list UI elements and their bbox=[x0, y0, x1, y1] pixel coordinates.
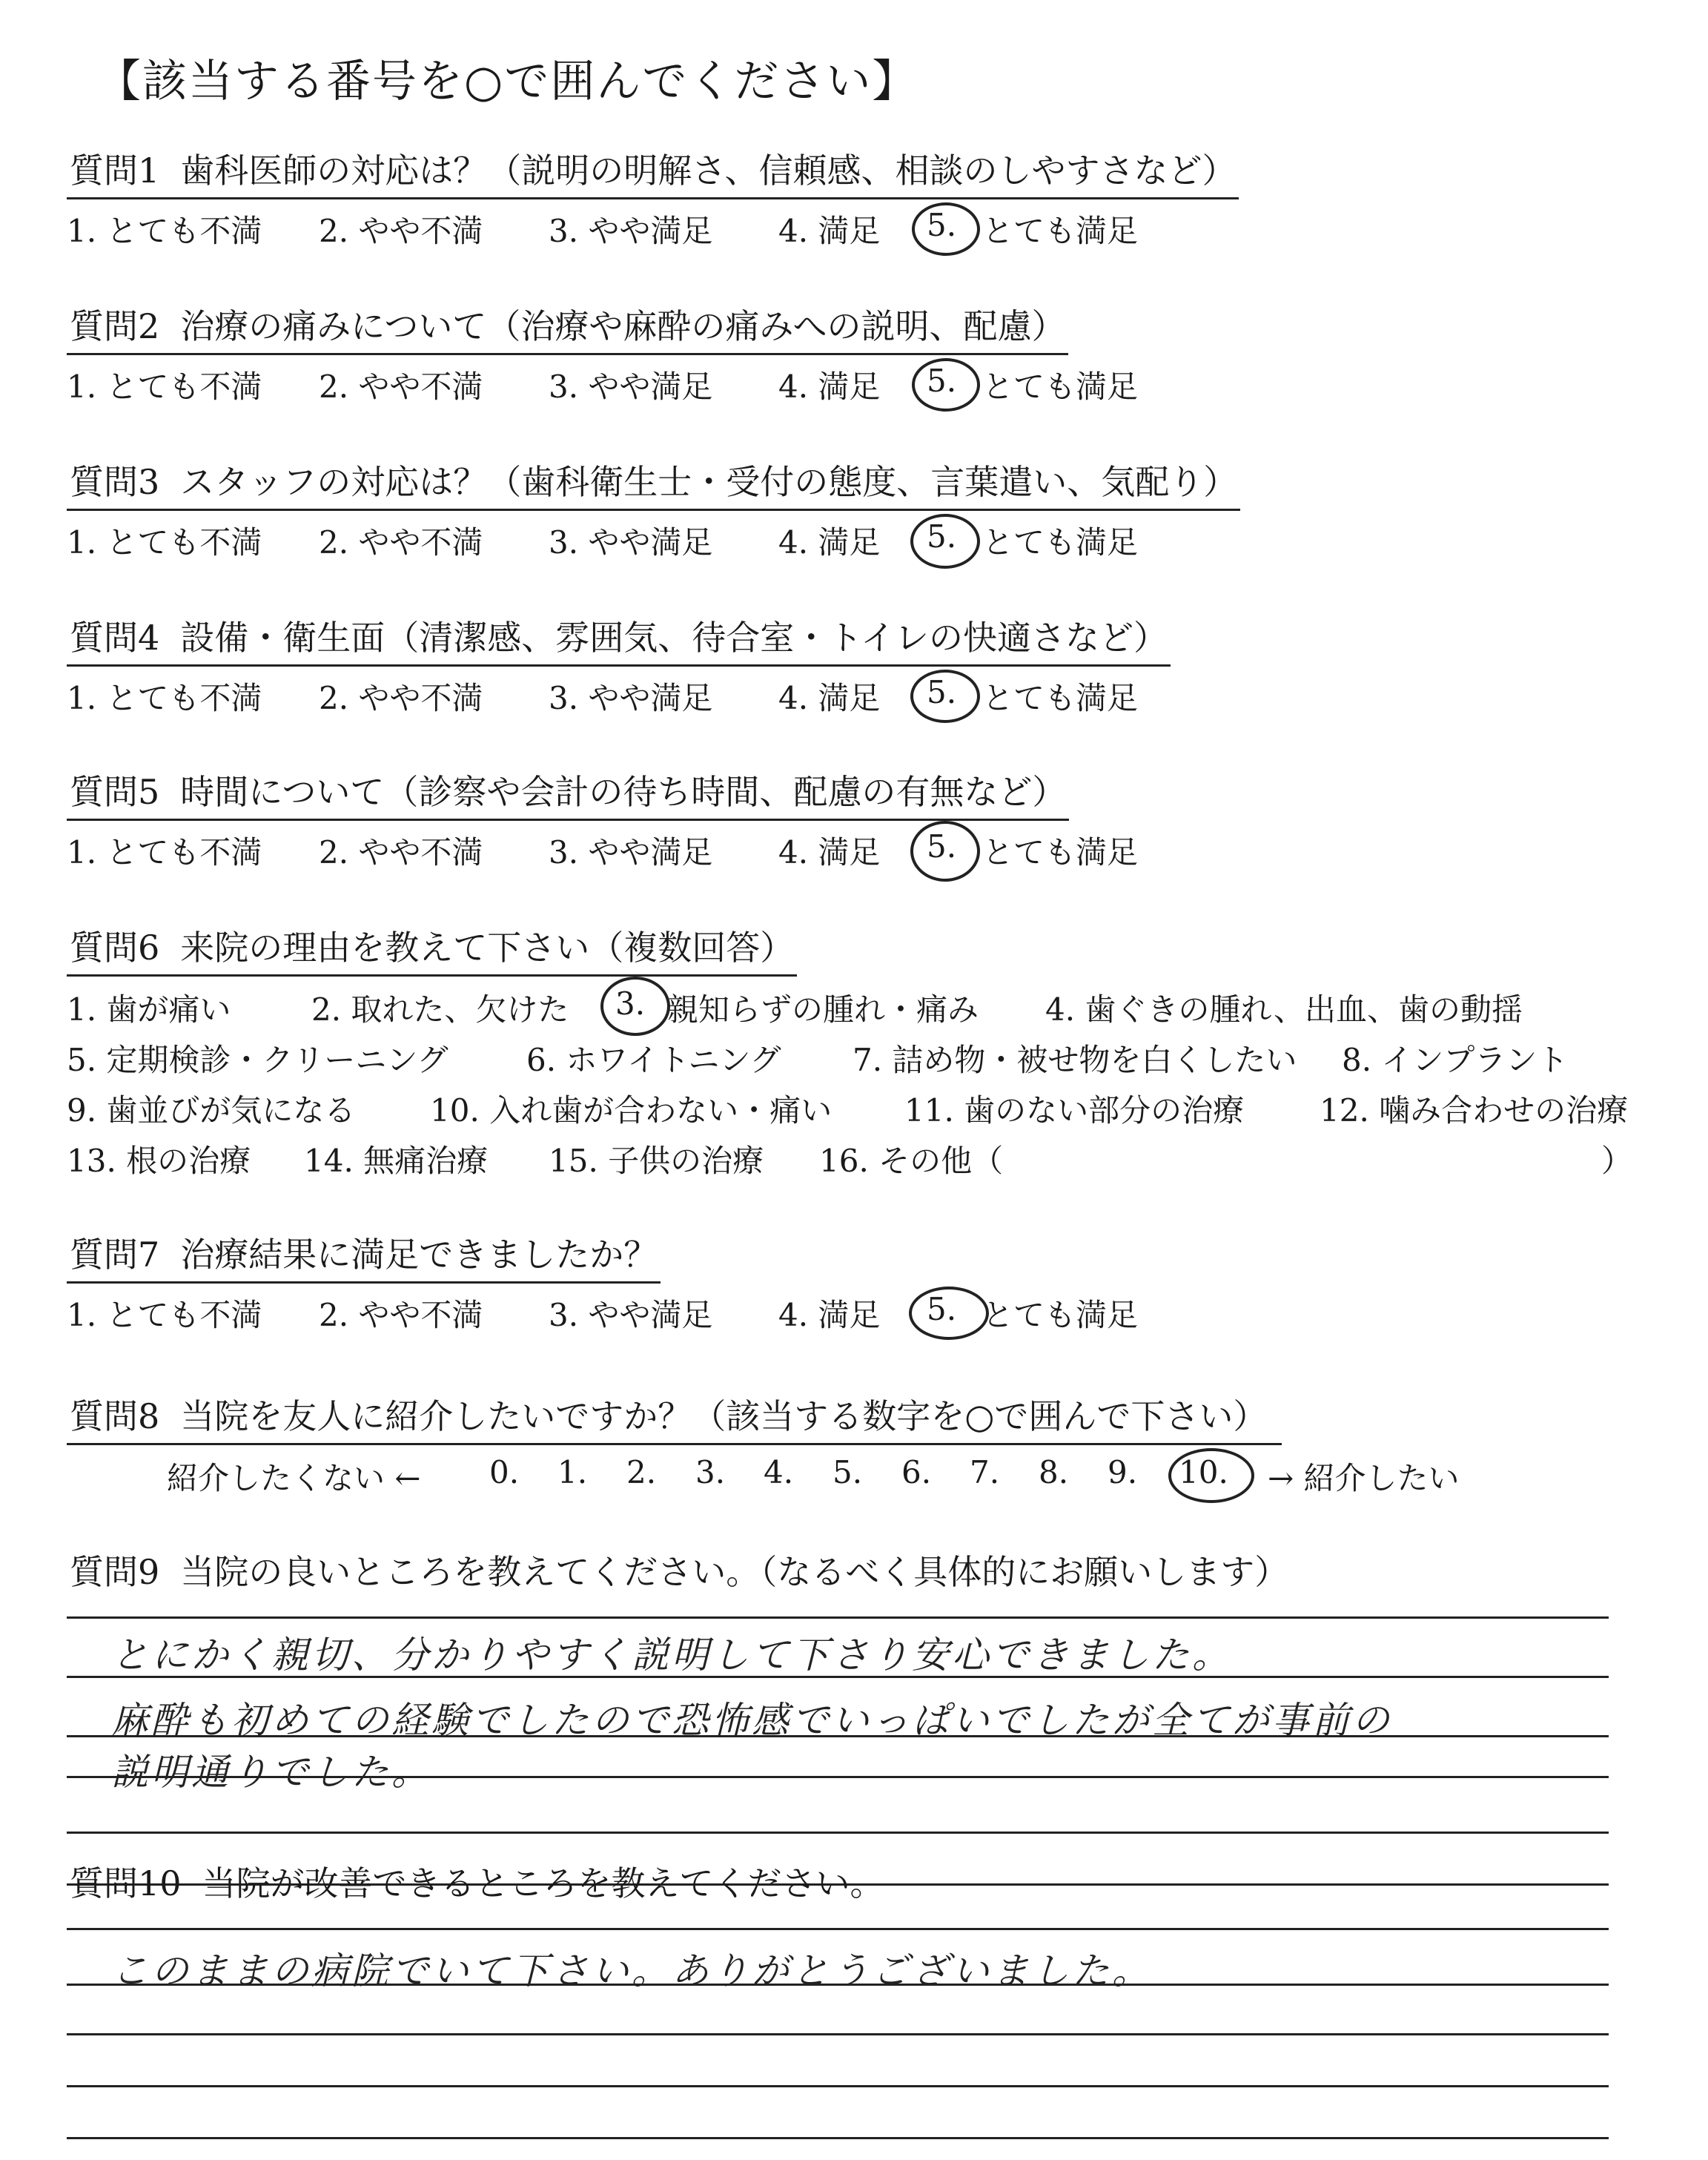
reason-option-16-close: ） bbox=[1601, 1143, 1633, 1179]
question-5 bbox=[67, 770, 1661, 876]
reason-option-16[interactable]: 16. その他（ bbox=[819, 1143, 1004, 1179]
scale-number-6[interactable]: 6. bbox=[901, 1454, 932, 1490]
question-number: 質問3 bbox=[70, 462, 160, 502]
reason-option-8[interactable]: 8. インプラント bbox=[1342, 1042, 1569, 1078]
option-5-label: とても満足 bbox=[982, 369, 1139, 405]
question-number: 質問8 bbox=[70, 1396, 160, 1436]
scale-number-2[interactable]: 2. bbox=[626, 1454, 657, 1490]
question-10-title bbox=[67, 1861, 887, 1910]
reason-row-4 bbox=[67, 1137, 1661, 1187]
scale-number-7[interactable]: 7. bbox=[970, 1454, 1000, 1490]
option-3[interactable]: 3. やや満足 bbox=[549, 524, 713, 561]
option-1[interactable]: 1. とても不満 bbox=[67, 524, 262, 561]
answer-line bbox=[67, 2033, 1609, 2035]
reason-option-14[interactable]: 14. 無痛治療 bbox=[304, 1143, 489, 1179]
answer-line bbox=[67, 2137, 1609, 2139]
option-1[interactable]: 1. とても不満 bbox=[67, 834, 262, 871]
reason-option-15[interactable]: 15. 子供の治療 bbox=[549, 1143, 764, 1179]
handwritten-answer-line-3: 説明通りでした。 bbox=[111, 1751, 431, 1794]
option-3[interactable]: 3. やや満足 bbox=[549, 213, 713, 249]
reason-option-13[interactable]: 13. 根の治療 bbox=[67, 1143, 251, 1179]
rating-options bbox=[67, 828, 1661, 876]
survey-header: 【該当する番号を○で囲んでください】 bbox=[96, 56, 918, 108]
scale-number-9[interactable]: 9. bbox=[1108, 1454, 1138, 1490]
question-text: 来院の理由を教えて下さい（複数回答） bbox=[180, 928, 795, 968]
option-4[interactable]: 4. 満足 bbox=[778, 1297, 881, 1333]
option-5-number: 5. bbox=[927, 1291, 957, 1327]
answer-line bbox=[67, 1928, 1609, 1930]
option-5-label: とても満足 bbox=[982, 834, 1139, 871]
option-1[interactable]: 1. とても不満 bbox=[67, 1297, 262, 1333]
reason-option-7[interactable]: 7. 詰め物・被せ物を白くしたい bbox=[853, 1042, 1297, 1078]
question-number: 質問6 bbox=[70, 928, 160, 968]
question-4 bbox=[67, 615, 1661, 721]
reason-option-5[interactable]: 5. 定期検診・クリーニング bbox=[67, 1042, 448, 1078]
option-5-number: 5. bbox=[927, 674, 957, 710]
reason-option-2[interactable]: 2. 取れた、欠けた bbox=[311, 991, 569, 1028]
question-number: 質問1 bbox=[70, 151, 160, 191]
scale-number-10-text: 10. bbox=[1179, 1454, 1228, 1490]
rating-options bbox=[67, 518, 1661, 566]
answer-line bbox=[67, 1832, 1609, 1834]
option-4[interactable]: 4. 満足 bbox=[778, 680, 881, 716]
question-text: 治療の痛みについて（治療や麻酔の痛みへの説明、配慮） bbox=[180, 306, 1066, 346]
question-8 bbox=[67, 1394, 1661, 1502]
question-text: 当院の良いところを教えてください。（なるべく具体的にお願いします） bbox=[180, 1552, 1289, 1592]
question-text: 時間について（診察や会計の待ち時間、配慮の有無など） bbox=[180, 772, 1067, 812]
question-6-title bbox=[67, 925, 797, 977]
option-5[interactable] bbox=[927, 828, 956, 865]
option-2[interactable]: 2. やや不満 bbox=[319, 834, 483, 871]
question-text: 治療結果に満足できましたか？ bbox=[180, 1235, 658, 1275]
option-5-number: 5. bbox=[927, 207, 957, 243]
question-7-title bbox=[67, 1232, 661, 1284]
question-number: 質問5 bbox=[70, 772, 160, 812]
handwritten-answer-q10: このままの病院でいて下さい。ありがとうございました。 bbox=[111, 1949, 1152, 1992]
option-5[interactable] bbox=[927, 207, 956, 243]
question-number: 質問2 bbox=[70, 306, 160, 346]
option-3[interactable]: 3. やや満足 bbox=[549, 834, 713, 871]
question-6 bbox=[67, 925, 1661, 1187]
option-5[interactable] bbox=[927, 1291, 956, 1327]
option-2[interactable]: 2. やや不満 bbox=[319, 680, 483, 716]
reason-option-1[interactable]: 1. 歯が痛い bbox=[67, 991, 231, 1028]
reason-options bbox=[67, 985, 1661, 1187]
scale-right-label: → 紹介したい bbox=[1268, 1460, 1460, 1496]
question-number: 質問4 bbox=[70, 618, 160, 658]
option-2[interactable]: 2. やや不満 bbox=[319, 524, 483, 561]
rating-options bbox=[67, 674, 1661, 721]
reason-option-3-label: 親知らずの腫れ・痛み bbox=[667, 991, 979, 1028]
option-5-number: 5. bbox=[927, 518, 957, 555]
question-9 bbox=[67, 1550, 1661, 1599]
question-text: 当院が改善できるところを教えてください。 bbox=[202, 1863, 884, 1903]
option-5[interactable] bbox=[927, 674, 956, 710]
question-text: 設備・衛生面（清潔感、雰囲気、待合室・トイレの快適さなど） bbox=[180, 618, 1168, 658]
handwritten-answer-line-2: 麻酔も初めての経験でしたので恐怖感でいっぱいでしたが全てが事前の bbox=[111, 1699, 1392, 1742]
reason-option-11[interactable]: 11. 歯のない部分の治療 bbox=[904, 1092, 1245, 1129]
question-8-title bbox=[67, 1394, 1282, 1445]
question-text: スタッフの対応は？（歯科衛生士・受付の態度、言葉遣い、気配り） bbox=[180, 462, 1238, 502]
question-2-title bbox=[67, 304, 1068, 355]
option-5-label: とても満足 bbox=[982, 680, 1139, 716]
reason-option-9[interactable]: 9. 歯並びが気になる bbox=[67, 1092, 356, 1129]
reason-option-4[interactable]: 4. 歯ぐきの腫れ、出血、歯の動揺 bbox=[1045, 991, 1523, 1028]
question-2 bbox=[67, 304, 1661, 410]
question-1-title bbox=[67, 148, 1239, 199]
reason-row-2 bbox=[67, 1036, 1661, 1086]
scale-number-4[interactable]: 4. bbox=[764, 1454, 794, 1490]
option-4[interactable]: 4. 満足 bbox=[778, 524, 881, 561]
scale-number-10[interactable] bbox=[1179, 1454, 1228, 1490]
reason-option-3[interactable] bbox=[615, 985, 645, 1022]
question-10 bbox=[67, 1861, 1661, 1910]
option-5[interactable] bbox=[927, 363, 956, 399]
reason-option-3-number: 3. bbox=[615, 985, 646, 1022]
question-5-title bbox=[67, 770, 1069, 821]
option-3[interactable]: 3. やや満足 bbox=[549, 680, 713, 716]
question-number: 質問7 bbox=[70, 1235, 160, 1275]
scale-number-0[interactable]: 0. bbox=[489, 1454, 520, 1490]
option-4[interactable]: 4. 満足 bbox=[778, 834, 881, 871]
scale-number-5[interactable]: 5. bbox=[833, 1454, 863, 1490]
option-2[interactable]: 2. やや不満 bbox=[319, 1297, 483, 1333]
option-1[interactable]: 1. とても不満 bbox=[67, 680, 262, 716]
option-5-number: 5. bbox=[927, 363, 957, 399]
scale-number-3[interactable]: 3. bbox=[695, 1454, 726, 1490]
question-1 bbox=[67, 148, 1661, 254]
handwritten-answer-line-1: とにかく親切、分かりやすく説明して下さり安心できました。 bbox=[111, 1634, 1232, 1677]
question-number: 質問9 bbox=[70, 1552, 160, 1592]
question-3-title bbox=[67, 460, 1240, 511]
option-5[interactable] bbox=[927, 518, 956, 555]
rating-options bbox=[67, 207, 1661, 254]
question-text: 当院を友人に紹介したいですか？（該当する数字を○で囲んで下さい） bbox=[180, 1396, 1268, 1436]
question-text: 歯科医師の対応は？（説明の明解さ、信頼感、相談のしやすさなど） bbox=[180, 151, 1237, 191]
question-number: 質問10 bbox=[70, 1863, 182, 1903]
reason-option-10[interactable]: 10. 入れ歯が合わない・痛い bbox=[430, 1092, 833, 1129]
option-5-number: 5. bbox=[927, 828, 957, 865]
reason-option-6[interactable]: 6. ホワイトニング bbox=[526, 1042, 781, 1078]
question-9-title bbox=[67, 1550, 1291, 1599]
scale-left-label: 紹介したくない ← bbox=[167, 1460, 421, 1496]
rating-options bbox=[67, 363, 1661, 410]
scale-number-8[interactable]: 8. bbox=[1039, 1454, 1069, 1490]
option-5-label: とても満足 bbox=[982, 213, 1139, 249]
option-5-label: とても満足 bbox=[982, 524, 1139, 561]
option-1[interactable]: 1. とても不満 bbox=[67, 369, 262, 405]
reason-row-3 bbox=[67, 1086, 1661, 1137]
option-3[interactable]: 3. やや満足 bbox=[549, 369, 713, 405]
question-4-title bbox=[67, 615, 1171, 667]
answer-line bbox=[67, 2085, 1609, 2087]
scale-number-1[interactable]: 1. bbox=[557, 1454, 588, 1490]
option-2[interactable]: 2. やや不満 bbox=[319, 213, 483, 249]
rating-options bbox=[67, 1291, 1661, 1338]
option-4[interactable]: 4. 満足 bbox=[778, 369, 881, 405]
question-7 bbox=[67, 1232, 1661, 1338]
recommend-scale bbox=[67, 1454, 1661, 1502]
reason-option-12[interactable]: 12. 噛み合わせの治療 bbox=[1320, 1092, 1629, 1129]
option-2[interactable]: 2. やや不満 bbox=[319, 369, 483, 405]
option-3[interactable]: 3. やや満足 bbox=[549, 1297, 713, 1333]
option-5-label: とても満足 bbox=[982, 1297, 1139, 1333]
option-1[interactable]: 1. とても不満 bbox=[67, 213, 262, 249]
answer-line bbox=[67, 1616, 1609, 1619]
question-3 bbox=[67, 460, 1661, 566]
option-4[interactable]: 4. 満足 bbox=[778, 213, 881, 249]
reason-row-1 bbox=[67, 985, 1661, 1036]
